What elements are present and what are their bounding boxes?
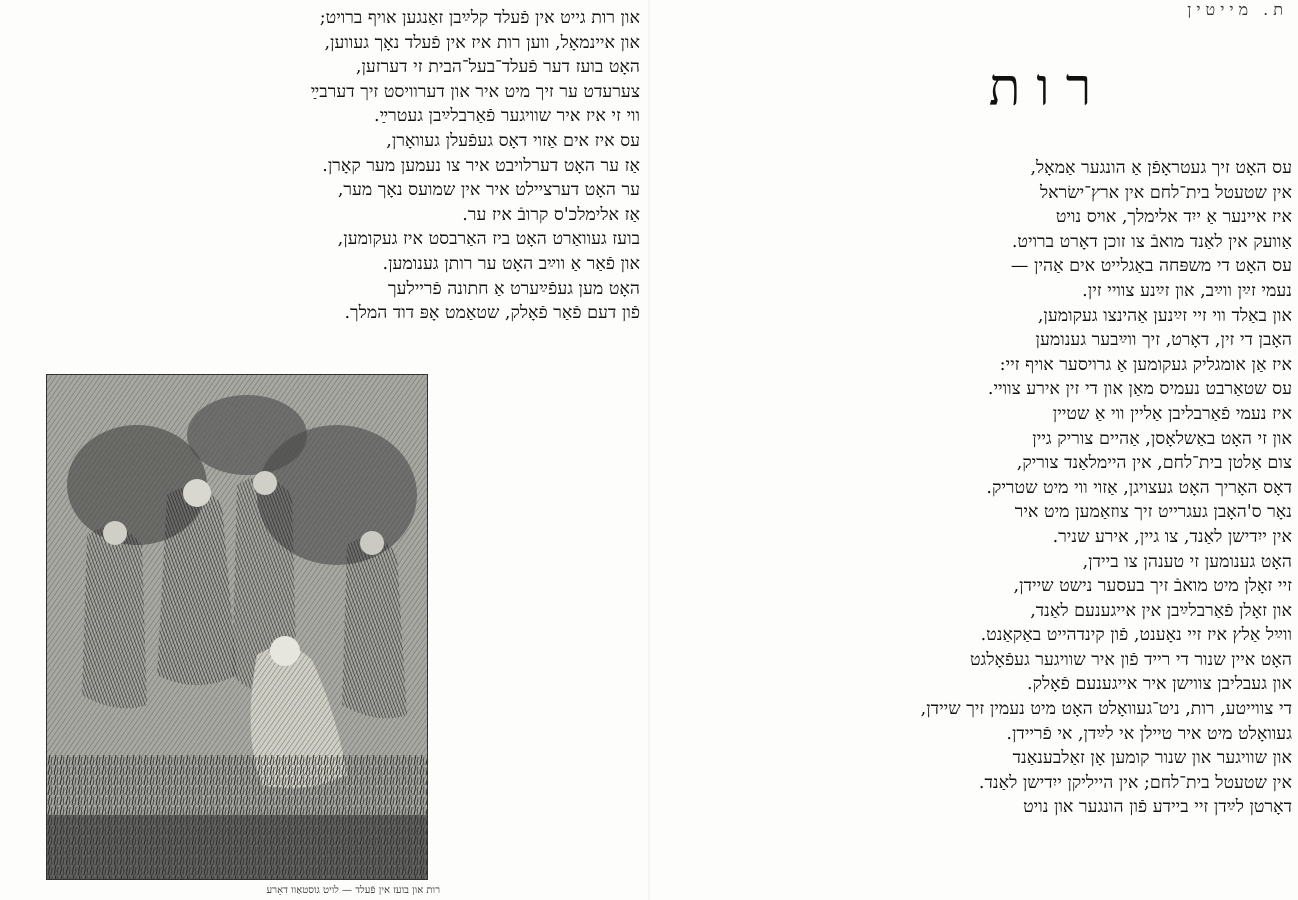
right-line: און געבליבן צווישן איר אייגענעם פֿאָלק. (1027, 674, 1292, 695)
left-line: פֿון דעם פֿאַר פֿאָלק, שטאַמט אָפּ דוד המלך. (344, 303, 640, 324)
right-line: זיי זאָלן מיט מואבֿ זיך בעסער נישט שיידן, (1013, 576, 1292, 597)
right-line: אין שטעטל בית־לחם; אין הייליקן ייִדישן לאַנד. (978, 772, 1292, 793)
right-line: געוואָלט מיט איר טיילן אי לײַדן, אי פֿריידן. (1006, 723, 1292, 744)
right-line: צום אַלטן בית־לחם, אין היימלאַנד צוריק, (1016, 453, 1292, 474)
right-line: דאָרטן לײַדן זיי ביידע פֿון הונגער און נויט (1023, 797, 1292, 818)
right-line: און באַלד ווי זיי זײַנען אַהינצו געקומען, (1037, 305, 1292, 326)
engraving-caption: רות און בועז אין פֿעלד — לויט גוסטאַוו דאָרע (266, 885, 440, 896)
right-line: די צווייטע, רות, ניט־געוואָלט האָט מיט נעמין זיך שיידן, (920, 699, 1292, 720)
right-line: דאָס האָריך האָט געצויגן, אַזוי ווי מיט שטריק. (986, 477, 1292, 498)
right-line: איז אַן אומגליק געקומען אַ גרויסער אויף זיי: (999, 354, 1292, 375)
left-line: אַז אלימלכ'ס קרובֿ איז ער. (462, 204, 640, 225)
left-line: און איינמאָל, ווען רות איז אין פֿעלד נאָך געווען, (324, 32, 640, 53)
right-line: עס האָט זיך געטראָפֿן אַ הונגער אַמאָל, (1030, 158, 1292, 178)
right-line: און זאָלן פֿאַרבלײַבן אין אייגענעם לאַנד, (1030, 600, 1292, 621)
book-title: רות (988, 58, 1108, 118)
right-line: אין שטעטל בית־לחם אין ארץ־ישׂראל (1039, 182, 1292, 203)
right-page (650, 0, 1298, 900)
right-line: עס האָט די משפּחה באַגלייט אים אַהין — (1010, 256, 1292, 277)
right-line: עס שטאַרבט נעמיס מאַן און די זין אירע צוויי. (987, 379, 1292, 400)
left-line: עס איז אים אַזוי דאָס געפֿעלן געוואָרן, (386, 130, 640, 151)
right-line: האָט איין שנור די רייד פֿון איר שוויגער געפֿאָלגט (969, 649, 1292, 670)
left-line: ווי זי איז איר שוויגער פֿאַרבלײַבן געטרײַ. (374, 106, 640, 127)
right-line: איז נעמי פֿאַרבליבן אַליין ווי אַ שטיין (1052, 403, 1292, 424)
left-line: האָט בועז דער פֿעלד־בעל־הבית זי דערזען, (355, 57, 640, 78)
engraving-illustration (46, 374, 428, 880)
right-line: אַוועק אין לאַנד מואבֿ צו זוכן דאָרט ברויט. (1011, 231, 1292, 252)
right-line: אין ייִדישן לאַנד, צו גיין, אירע שניר. (1052, 526, 1292, 547)
right-line: איז איינער אַ ייִד אלימלך, אויס נויט (1055, 207, 1292, 228)
left-line: צערעדט ער זיך מיט איר און דערוויסט זיך דערבײַ (310, 81, 640, 102)
left-line: און רות גייט אין פֿעלד קלײַבן זאַנגען אויף ברויט; (319, 8, 640, 28)
left-line: האָט מען געפֿײַערט אַ חתונה פֿריילעך (388, 278, 640, 299)
left-line: בועז געוואַרט האָט ביז האַרבסט איז געקומען, (337, 229, 640, 250)
right-line: האָבן די זין, דאָרט, זיך ווײַבער גענומען (1035, 330, 1292, 351)
right-line: נאָר ס'האָבן געגרייט זיך צוזאַמען מיט איר (1014, 502, 1292, 523)
left-poem-text (0, 6, 640, 326)
left-line: און פֿאַר אַ ווײַב האָט ער רותן גענומען. (382, 253, 640, 274)
running-head: ת. מייטין (1187, 0, 1288, 19)
right-line: און זי האָט באַשלאָסן, אַהיים צוריק גיין (1032, 428, 1292, 449)
right-line: נעמי זײַן ווײַב, און זײַנע צוויי זין. (1082, 280, 1292, 301)
right-poem-text (650, 156, 1292, 820)
right-line: ווײַל אַלץ איז זיי נאָענט, פֿון קינדהייט באַקאַנט. (980, 625, 1292, 646)
left-line: ער האָט דערציילט איר אין שמועס נאָך מער, (337, 180, 640, 201)
left-line: אַז ער האָט דערלויבט איר צו נעמען מער קאָרן. (322, 155, 640, 176)
right-line: האָט גענומען זי טענהן צו ביידן, (1082, 551, 1292, 572)
right-line: און שוויגער און שנור קומען אָן זאַלבענאַנד (1012, 748, 1292, 769)
